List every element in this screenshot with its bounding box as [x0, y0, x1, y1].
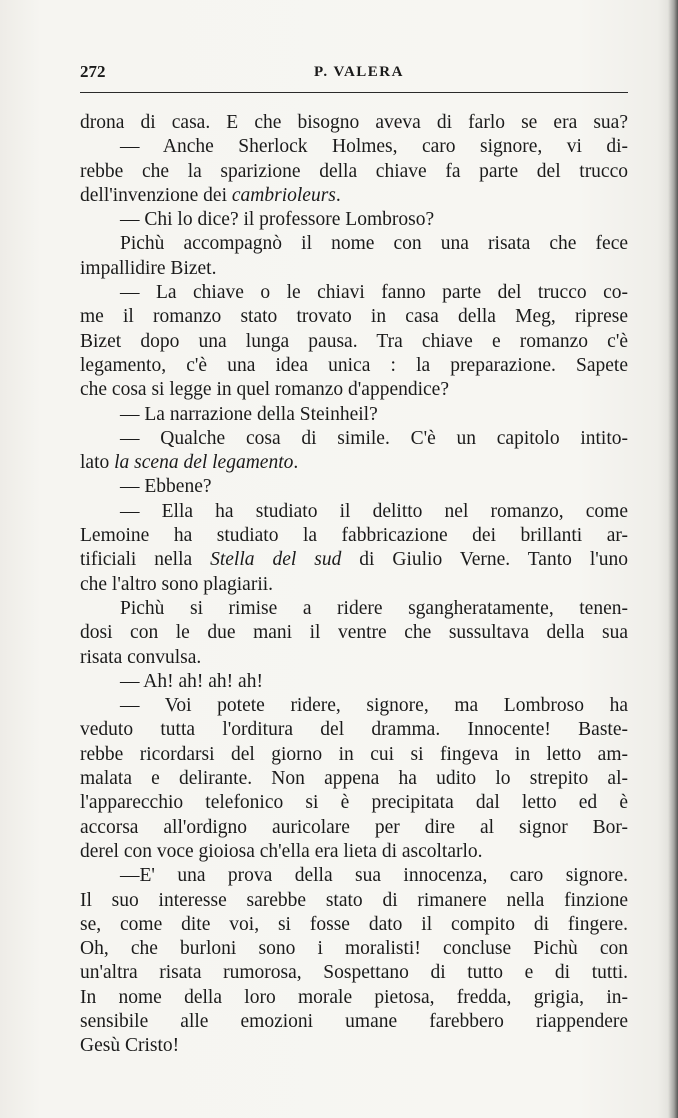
page-header — [80, 62, 628, 90]
italic-title: Stella del sud — [210, 549, 342, 571]
text-line: malata e delirante. Non appena ha udito lo strepito al- — [80, 768, 628, 790]
text-line: Pichù accompagnò il nome con una risata che fece — [120, 233, 628, 255]
text-line: — Ella ha studiato il delitto nel romanzo, come — [120, 500, 628, 522]
text-line: accorsa all'ordigno auricolare per dire al signor Bor- — [80, 816, 628, 838]
text-segment: di Giulio Verne. Tanto l'uno — [341, 549, 629, 571]
text-line: derel con voce gioiosa ch'ella era lieta di ascoltarlo. — [80, 840, 483, 862]
text-segment: tificiali nella — [80, 549, 211, 571]
text-line: —E' una prova della sua innocenza, caro signore. — [120, 865, 628, 887]
text-line: Il suo interesse sarebbe stato di rimanere nella finzione — [80, 889, 628, 911]
text-line: dosi con le due mani il ventre che sussultava della sua — [80, 622, 628, 644]
text-line — [80, 451, 628, 475]
text-line: Lemoine ha studiato la fabbricazione dei brillanti ar- — [80, 525, 628, 547]
text-line: rebbe ricordarsi del giorno in cui si fingeva in letto am- — [80, 743, 628, 765]
text-line: Gesù Cristo! — [80, 1035, 180, 1057]
text-line — [80, 184, 628, 208]
text-line: che l'altro sono plagiarii. — [80, 573, 274, 595]
text-line: l'apparecchio telefonico si è precipitata dal letto ed è — [80, 792, 628, 814]
text-line: veduto tutta l'orditura del dramma. Innocente! Baste- — [80, 719, 628, 741]
text-line: — Ah! ah! ah! ah! — [120, 670, 263, 692]
text-line: Oh, che burloni sono i moralisti! concluse Pichù con — [80, 938, 628, 960]
text-segment: dell'invenzione dei — [80, 184, 232, 206]
text-line: — La narrazione della Steinheil? — [120, 403, 378, 425]
text-segment: . — [293, 452, 299, 474]
text-segment: . — [335, 184, 341, 206]
text-line — [80, 548, 628, 572]
text-line: In nome della loro morale pietosa, fredda, grigia, in- — [80, 986, 628, 1008]
text-line: sensibile alle emozioni umane farebbero riappendere — [80, 1010, 628, 1032]
text-line: risata convulsa. — [80, 646, 202, 668]
text-line: un'altra risata rumorosa, Sospettano di tutto e di tutti. — [80, 962, 628, 984]
text-line: — Anche Sherlock Holmes, caro signore, vi di- — [120, 136, 628, 158]
text-line: — Voi potete ridere, signore, ma Lombroso ha — [120, 695, 628, 717]
text-line: me il romanzo stato trovato in casa della Meg, riprese — [80, 306, 628, 328]
text-line: — Qualche cosa di simile. C'è un capitolo intito- — [120, 427, 628, 449]
text-line: drona di casa. E che bisogno aveva di farlo se era sua? — [80, 112, 628, 133]
header-rule — [80, 92, 628, 93]
italic-title: cambrioleurs — [231, 184, 336, 206]
text-line: Bizet dopo una lunga pausa. Tra chiave e romanzo c'è — [80, 330, 628, 352]
text-line: se, come dite voi, si fosse dato il compito di fingere. — [80, 913, 628, 935]
page-spine-shadow — [668, 0, 678, 1118]
text-line: impallidire Bizet. — [80, 257, 217, 279]
italic-title: la scena del legamento — [114, 452, 294, 474]
text-line: che cosa si legge in quel romanzo d'appendice? — [80, 379, 449, 401]
text-line: legamento, c'è una idea unica : la preparazione. Sapete — [80, 354, 628, 376]
text-line: — Ebbene? — [120, 476, 212, 498]
text-line: Pichù si rimise a ridere sgangheratamente, tenen- — [120, 597, 628, 619]
text-line: — La chiave o le chiavi fanno parte del trucco co- — [120, 282, 628, 304]
body-text — [80, 111, 628, 1059]
text-line: rebbe che la sparizione della chiave fa parte del trucco — [80, 160, 628, 182]
page-number: 272 — [80, 62, 106, 81]
text-segment: lato — [80, 452, 115, 474]
running-head: P. VALERA — [314, 64, 404, 80]
text-line: — Chi lo dice? il professore Lombroso? — [120, 209, 435, 231]
